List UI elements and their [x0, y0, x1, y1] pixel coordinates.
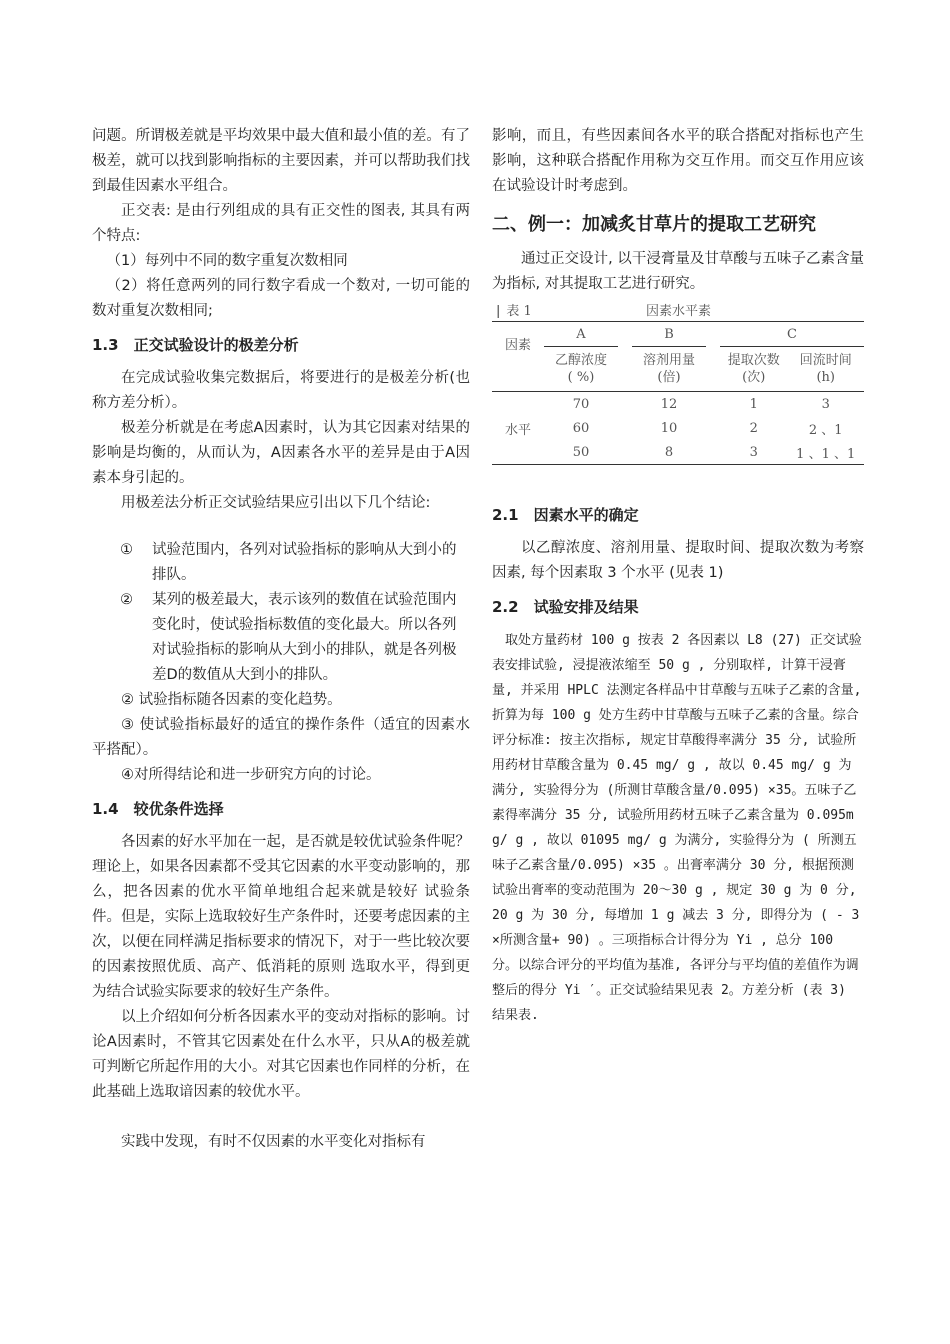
table-row-label: 水平	[504, 422, 531, 438]
section-heading-1-3: 1.3 正交试验设计的极差分析	[92, 336, 299, 354]
paragraph: 极差分析就是在考虑A因素时，认为其它因素对结果的影响是均衡的，从而认为，A因素各水平的差异是由于A因素本身引起的。	[92, 420, 470, 486]
table-cell: 1	[749, 396, 758, 412]
paragraph: ③ 使试验指标最好的适宜的操作条件（适宜的因素水平搭配）。	[92, 717, 470, 758]
paragraph: ④对所得结论和进一步研究方向的讨论。	[121, 767, 381, 783]
paragraph: 在完成试验收集完数据后，将要进行的是极差分析(也称方差分析）。	[92, 370, 470, 411]
table-row	[492, 322, 864, 347]
table-cell: 1 、1 、1	[796, 446, 856, 462]
paragraph: （1）每列中不同的数字重复次数相同	[106, 253, 348, 269]
section-heading-2: 二、例一：加减炙甘草片的提取工艺研究	[492, 214, 816, 235]
right-column	[492, 124, 864, 1028]
table-cell: 10	[660, 420, 678, 436]
list-marker: ②	[120, 592, 133, 608]
table-cell: 8	[664, 444, 674, 460]
table-cell: 2	[749, 420, 758, 436]
paragraph: 取处方量药材 100 g 按表 2 各因素以 L8 (27) 正交试验表安排试验, 浸提液浓缩至 50 g , 分别取样, 计算干浸膏量, 并采用 HPLC 法测定各样品中甘草酸与五味子乙素的含量, 折算为每 100 g 处方生药中甘草酸与五味子乙素的含量。综合评分标准: 按主次指标, 规定甘草酸得率满分 35 分, 试验所用药材甘草酸含量为 0.45 mg/ g , 故以 0.45 mg/ g 为满分, 实验得分为 (所测甘草酸含量/0.095) ×35。五味子乙素得率满分 35 分, 试验所用药材五味子乙素含量为 0.095mg/ g , 故以 01095 mg/ g 为满分, 实验得分为 ( 所测五味子乙素含量/0.095) ×35 。出膏率满分 30 分, 根据预测试验出膏率的变动范围为 20～30 g , 规定 30 g 为 0 分, 20 g 为 30 分, 每增加 1 g 减去 3 分, 即得分为 ( - 3 ×所测含量+ 90) 。三项指标合计得分为 Yi , 总分 100 分。以综合评分的平均值为基准, 各评分与平均值的差值作为调整后的得分 Yi ′。正交试验结果见表 2。方差分析 (表 3) 结果表.	[492, 633, 862, 1023]
table-grid	[492, 322, 864, 465]
table-header-cell: A	[544, 322, 618, 347]
table-cell: 12	[660, 396, 678, 412]
table-header-cell: 回流时间 (h)	[799, 353, 852, 385]
left-column	[92, 124, 470, 1155]
table-row	[492, 347, 864, 392]
table-number: 表 1	[506, 303, 532, 319]
list-item	[92, 538, 470, 588]
list-marker: ①	[120, 542, 133, 558]
table-header-cell: 乙醇浓度 ( %)	[554, 353, 607, 385]
paragraph: 正交表: 是由行列组成的具有正交性的图表, 其具有两个特点:	[92, 203, 470, 244]
table-header-cell: 提取次数 (次)	[727, 353, 780, 385]
table-cell: 3	[821, 396, 830, 412]
paragraph: ② 试验指标随各因素的变化趋势。	[121, 692, 342, 708]
paragraph: 实践中发现，有时不仅因素的水平变化对指标有	[121, 1134, 426, 1150]
section-heading-2-2: 2.2 试验安排及结果	[492, 598, 639, 616]
table-row	[492, 440, 864, 465]
table-row	[492, 416, 864, 440]
table-header-cell: 溶剂用量 (倍)	[642, 353, 695, 385]
paragraph: 通过正交设计, 以干浸膏量及甘草酸与五味子乙素含量为指标, 对其提取工艺进行研究。	[492, 251, 864, 292]
table-cell: 50	[572, 444, 590, 460]
paragraph: 以乙醇浓度、溶剂用量、提取时间、提取次数为考察因素, 每个因素取 3 个水平 (见表 1)	[492, 540, 864, 581]
list-text: 试验范围内，各列对试验指标的影响从大到小的排队。	[152, 542, 457, 583]
table-caption: | 表 1 因素水平素	[492, 297, 864, 322]
paragraph: （2）将任意两列的同行数字看成一个数对, 一切可能的数对重复次数相同;	[92, 278, 470, 319]
list-text: 某列的极差最大，表示该列的数值在试验范围内变化时，使试验指标数值的变化最大。所以各列对试验指标的影响从大到小的排队，就是各列极差D的数值从大到小的排队。	[152, 592, 457, 683]
section-heading-1-4: 1.4 较优条件选择	[92, 800, 224, 818]
table-header-cell: 因素	[504, 338, 531, 353]
table-cell: 3	[749, 444, 758, 460]
table-title: 因素水平素	[646, 303, 712, 319]
table-cell: 70	[572, 396, 590, 412]
paragraph: 用极差法分析正交试验结果应引出以下几个结论:	[121, 495, 431, 511]
list-item	[92, 588, 470, 688]
table-cell: 2 、1	[808, 422, 843, 438]
paragraph: 以上介绍如何分析各因素水平的变动对指标的影响。讨论A因素时，不管其它因素处在什么水平，只从A的极差就可判断它所起作用的大小。对其它因素也作同样的分析，在此基础上选取谙因素的较优水平。	[92, 1009, 470, 1100]
paragraph: 影响，而且，有些因素间各水平的联合搭配对指标也产生影响，这种联合搭配作用称为交互作用。而交互作用应该在试验设计时考虑到。	[492, 128, 864, 194]
section-heading-2-1: 2.1 因素水平的确定	[492, 506, 639, 524]
table-header-cell: C	[720, 322, 864, 347]
table-cell: 60	[572, 420, 590, 436]
table-row	[492, 392, 864, 417]
table-header-cell: B	[632, 322, 706, 347]
paragraph: 问题。所谓极差就是平均效果中最大值和最小值的差。有了极差，就可以找到影响指标的主要因素，并可以帮助我们找到最佳因素水平组合。	[92, 128, 470, 194]
paragraph: 各因素的好水平加在一起，是否就是较优试验条件呢？理论上，如果各因素都不受其它因素的水平变动影响的，那么，把各因素的优水平简单地组合起来就是较好 试验条件。但是，实际上选取较好生产条件时，还要考虑因素的主次，以便在同样满足指标要求的情况下，对于一些比较次要的因素按照优质、高产、低消耗的原则 选取水平，得到更为结合试验实际要求的较好生产条件。	[92, 834, 470, 1000]
factor-level-table	[492, 297, 864, 465]
